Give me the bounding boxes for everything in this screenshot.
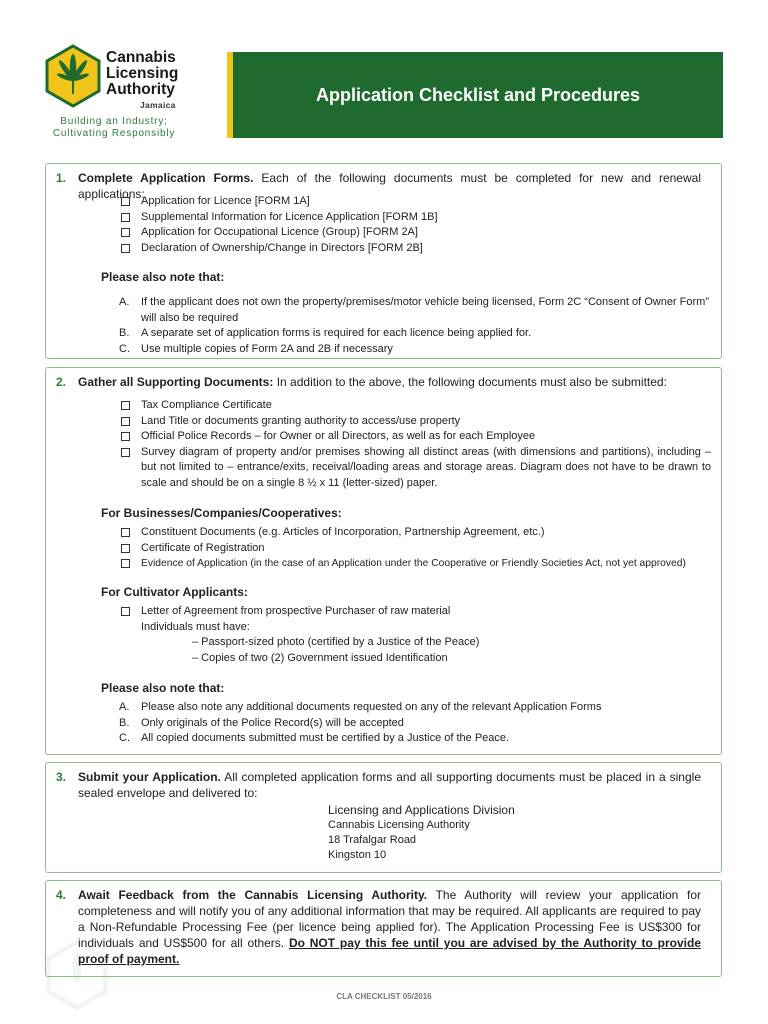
checkbox-icon [121,213,130,222]
note-heading: Please also note that: [101,681,225,695]
checkbox-icon [121,544,130,553]
delivery-address: Licensing and Applications Division Cannabis Licensing Authority 18 Trafalgar Road Kingston 10 [328,803,515,861]
checklist-item: Application for Occupational Licence (Group) [FORM 2A] [121,225,711,241]
checklist-item: Declaration of Ownership/Change in Directors [FORM 2B] [121,241,711,257]
checkbox-icon [121,417,130,426]
title-banner [227,52,723,138]
checkbox-icon [121,528,130,537]
checklist-item: Supplemental Information for Licence Application [FORM 1B] [121,210,711,226]
checklist-item: Official Police Records – for Owner or all Directors, as well as for each Employee [121,429,711,445]
logo-tagline: Building an Industry; Cultivating Responsibly [52,116,176,139]
cultivator-heading: For Cultivator Applicants: [101,585,248,599]
document-checklist [121,398,711,491]
checklist-item: Application for Licence [FORM 1A] [121,194,711,210]
cla-logo [44,44,194,144]
note-heading: Please also note that: [101,270,225,284]
checklist-item: Constituent Documents (e.g. Articles of Incorporation, Partnership Agreement, etc.) [121,525,711,541]
note-item: B. Only originals of the Police Record(s) will be accepted [119,716,404,729]
checklist-item: Tax Compliance Certificate [121,398,711,414]
section-heading: 4. Await Feedback from the Cannabis Licensing Authority. The Authority will review your application for completeness and will notify you of any additional information that may be required. All applicants are required to pay a Non-Refundable Processing Fee (per licence being applied for). The Application Processing Fee is US$300 for individuals and US$500 for all others. Do NOT pay this fee until you are advised by the Authority to provide proof of payment. [56,888,701,966]
checkbox-icon [121,197,130,206]
business-heading: For Businesses/Companies/Cooperatives: [101,506,342,520]
checklist-item: Evidence of Application (in the case of an Application under the Cooperative or Friendly Societies Act, not yet approved) [121,556,711,572]
cannabis-leaf-hexagon-icon [44,44,102,108]
checkbox-icon [121,559,130,568]
checklist-item: Survey diagram of property and/or premises showing all distinct areas (with dimensions and partitions), including – but not limited to – entrance/exits, receival/loading areas and storage areas. Diagram does not have to be drawn to scale and should be on a single 8 ½ x 11 (letter-sized) paper. [121,445,711,492]
checkbox-icon [121,244,130,253]
checkbox-icon [121,228,130,237]
checkbox-icon [121,432,130,441]
section-complete-forms [45,163,722,359]
note-item: A. Please also note any additional documents requested on any of the relevant Application Forms [119,701,602,713]
checkbox-icon [121,401,130,410]
note-list [119,700,711,747]
page-title: Application Checklist and Procedures [315,84,641,105]
note-list [119,295,711,357]
footer-code: CLA CHECKLIST 05/2016 [336,992,432,1001]
section-supporting-documents [45,367,722,755]
fee-warning: Do NOT pay this fee until you are advised by the Authority to provide proof of payment. [78,936,701,966]
note-item: B. A separate set of application forms is required for each licence being applied for. [119,327,532,339]
checklist-item: Letter of Agreement from prospective Purchaser of raw material [121,604,711,620]
note-item: A. If the applicant does not own the property/premises/motor vehicle being licensed, Form 2C “Consent of Owner Form” will also be required [119,296,709,324]
section-heading: 1. Complete Application Forms. Each of the following documents must be completed for new and renewal applications: [56,171,701,201]
note-item: C. All copied documents submitted must be certified by a Justice of the Peace. [119,732,510,744]
individual-item: – Passport-sized photo (certified by a Justice of the Peace) [192,636,480,648]
checkbox-icon [121,448,130,457]
section-heading: 2. Gather all Supporting Documents: In addition to the above, the following documents must also be submitted: [56,375,667,389]
form-checklist [121,194,711,256]
checklist-item: Land Title or documents granting authority to access/use property [121,414,711,430]
section-heading: 3. Submit your Application. All completed application forms and all supporting documents must be placed in a single sealed envelope and delivered to: [56,770,701,800]
logo-name: Cannabis Licensing Authority [106,49,179,98]
section-await-feedback [45,880,722,977]
individual-item: – Copies of two (2) Government issued Identification [192,652,448,664]
section-submit-application [45,762,722,873]
business-checklist [121,525,711,572]
individuals-label: Individuals must have: [141,620,250,633]
logo-country: Jamaica [140,100,176,110]
checkbox-icon [121,607,130,616]
cultivator-checklist [121,604,711,635]
checklist-item: Certificate of Registration [121,541,711,557]
note-item: C. Use multiple copies of Form 2A and 2B if necessary [119,342,393,355]
